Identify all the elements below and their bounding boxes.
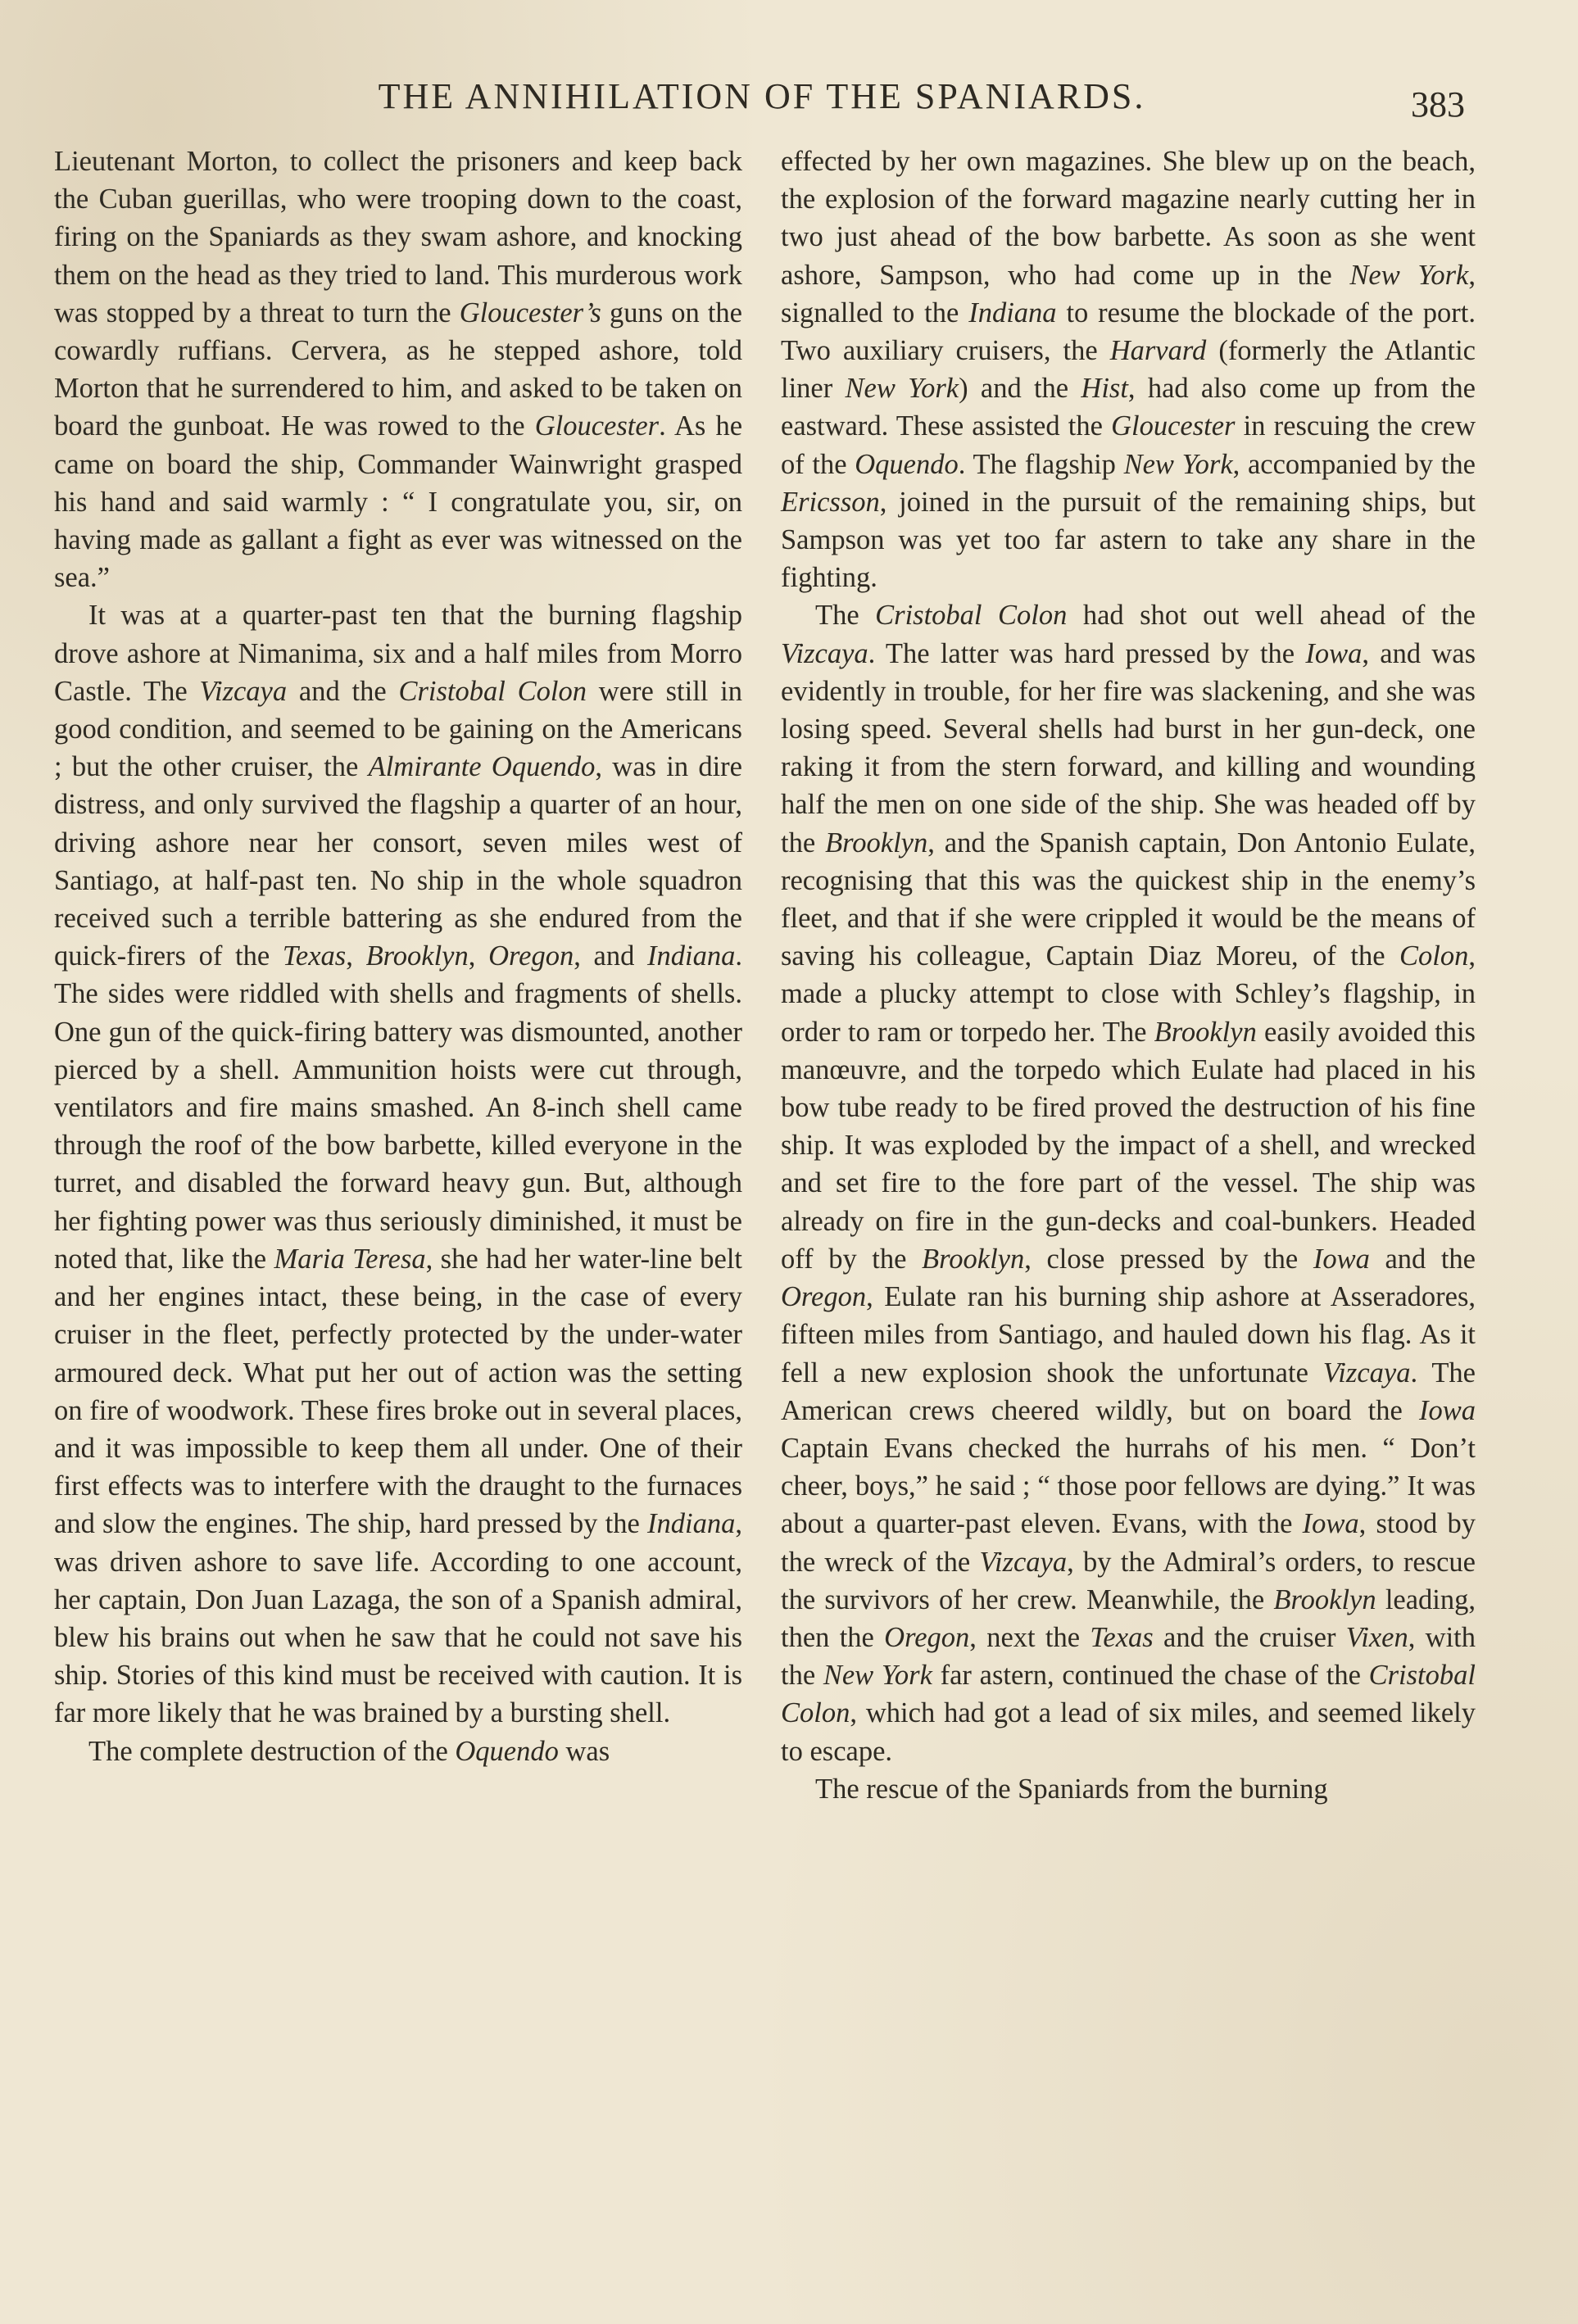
left-column xyxy=(54,143,742,1770)
text-run: guns on the cowardly ruffians. Cervera, as he stepped ashore, told Morton that he surrendered to him, and asked to be taken on board the gunboat. He was rowed to the xyxy=(54,297,742,442)
ship-name: Oregon xyxy=(488,940,574,972)
text-run: and the xyxy=(1369,1243,1476,1275)
text-run: , next the xyxy=(969,1621,1091,1653)
text-run: . The American crews cheered wildly, but on board the xyxy=(781,1357,1476,1426)
text-run: , and xyxy=(574,940,648,972)
text-run: had shot out well ahead of the xyxy=(1067,600,1476,632)
ship-name: Iowa xyxy=(1305,637,1363,669)
ship-name: Ericsson xyxy=(781,486,880,518)
text-run: The complete destruction of the xyxy=(88,1735,456,1767)
ship-name: Iowa xyxy=(1302,1508,1359,1540)
ship-name: New York xyxy=(823,1660,932,1692)
text-run: . The flagship xyxy=(958,448,1124,480)
text-run: . The latter was hard pressed by the xyxy=(868,637,1306,669)
text-run: , made a plucky attempt to close with Schley’s flagship, in order to ram or torpedo her. The xyxy=(781,940,1476,1048)
text-run: Lieutenant Morton, to collect the prisoners and keep back the Cuban guerillas, who were trooping down to the coast, firing on the Spaniards as they swam ashore, and knocking them on the head as they tried to land. This murderous work was stopped by a threat to turn the xyxy=(54,146,742,328)
ship-name: Brooklyn xyxy=(1273,1583,1376,1615)
ship-name: Brooklyn xyxy=(1154,1016,1257,1048)
ship-name: Cristobal Colon xyxy=(781,1660,1476,1729)
ship-name: Vizcaya xyxy=(1322,1357,1411,1389)
text-run: in rescuing the crew of the xyxy=(781,410,1476,480)
text-run: , had also come up from the eastward. These assisted the xyxy=(781,373,1476,442)
text-run: and the xyxy=(287,675,399,707)
ship-name: Cristobal Colon xyxy=(398,675,587,707)
text-run: ) and the xyxy=(959,373,1081,405)
right-column xyxy=(781,143,1476,1808)
text-run: effected by her own magazines. She blew up on the beach, the explosion of the forward magazine nearly cutting her in two just ahead of the bow barbette. As soon as she went ashore, Sampson, who had come up in the xyxy=(781,146,1476,291)
text-run: and the cruiser xyxy=(1153,1621,1346,1653)
ship-name: Cristobal Colon xyxy=(875,600,1068,632)
text-run: , and the Spanish captain, Don Antonio Eulate, recognising that this was the quickest ship in the enemy’s fleet, and that if she were crippled it would be the means of saving his colleague, Captain Diaz Moreu, of the xyxy=(781,827,1476,972)
text-run: , she had her water-line belt and her engines intact, these being, in the case of every cruiser in the fleet, perfectly protected by the under-water armoured deck. What put her out of action was the setting on fire of woodwork. These fires broke out in several places, and it was impossible to keep them all under. One of their first effects was to interfere with the draught to the furnaces and slow the engines. The ship, hard pressed by the xyxy=(54,1243,742,1540)
page-number: 383 xyxy=(1411,84,1465,125)
paragraph xyxy=(781,1770,1476,1808)
text-run: , stood by the wreck of the xyxy=(781,1508,1476,1578)
ship-name: Texas xyxy=(282,940,347,972)
text-run: to resume the blockade of the port. Two auxiliary cruisers, the xyxy=(781,297,1476,367)
text-run: . As he came on board the ship, Commander Wainwright grasped his hand and said warmly : “ I congratulate you, sir, on having made as gallant a fight as ever was witnessed on the sea.” xyxy=(54,410,743,594)
ship-name: Indiana xyxy=(968,297,1057,328)
text-run: Captain Evans checked the hurrahs of his men. “ Don’t cheer, boys,” he said ; “ those poor fellows are dying.” It was about a quarter-past eleven. Evans, with the xyxy=(781,1432,1476,1540)
ship-name: Brooklyn xyxy=(365,940,469,972)
ship-name: New York xyxy=(845,373,959,405)
ship-name: Brooklyn xyxy=(825,827,928,858)
text-run: , accompanied by the xyxy=(1232,448,1476,480)
ship-name: Hist xyxy=(1081,373,1128,405)
text-run: . The sides were riddled with shells and fragments of shells. One gun of the quick-firing battery was dismounted, another pierced by a shell. Ammunition hoists were cut through, ventilators and fire mains smashed. An 8-inch shell came through the roof of the bow barbette, killed everyone in the turret, and disabled the forward heavy gun. But, although her fighting power was thus seriously diminished, it must be noted that, like the xyxy=(54,940,742,1275)
ship-name: Iowa xyxy=(1419,1394,1476,1426)
ship-name: Colon xyxy=(1399,940,1469,972)
text-run: , signalled to the xyxy=(781,259,1476,328)
running-title: THE ANNIHILATION OF THE SPANIARDS. xyxy=(378,76,1146,116)
ship-name: Brooklyn xyxy=(922,1243,1025,1275)
text-run: , and was evidently in trouble, for her fire was slackening, and she was losing speed. Several shells had burst in her gun-deck, one raking it from the stern forward, and killing and wounding half the men on one side of the ship. She was headed off by the xyxy=(781,637,1476,858)
text-run: The xyxy=(815,600,876,632)
text-run: , which had got a lead of six miles, and seemed likely to escape. xyxy=(781,1697,1476,1767)
ship-name: Oquendo xyxy=(855,448,959,480)
text-run: , joined in the pursuit of the remaining ships, but Sampson was yet too far astern to take any share in the fighting. xyxy=(781,486,1476,594)
ship-name: Vizcaya xyxy=(781,637,868,669)
ship-name: Oregon xyxy=(781,1281,867,1313)
ship-name: Almirante Oquendo xyxy=(368,751,596,783)
text-run: , was in dire distress, and only survived the flagship a quarter of an hour, driving ashore near her consort, seven miles west of Santiago, at half-past ten. No ship in the whole squadron received such a terrible battering as she endured from the quick-firers of the xyxy=(54,751,742,972)
text-run: , close pressed by the xyxy=(1024,1243,1313,1275)
ship-name: Iowa xyxy=(1313,1243,1370,1275)
paragraph xyxy=(54,1733,742,1770)
ship-name: Oquendo xyxy=(455,1735,559,1767)
text-run: were still in good condition, and seemed to be gaining on the Americans ; but the other cruiser, the xyxy=(54,675,742,783)
text-run: (formerly the Atlantic liner xyxy=(781,335,1476,405)
paragraph xyxy=(781,143,1476,596)
text-run: , Eulate ran his burning ship ashore at Asseradores, fifteen miles from Santiago, and hauled down his flag. As it fell a new explosion shook the unfortunate xyxy=(781,1281,1476,1389)
ship-name: Vizcaya xyxy=(979,1546,1068,1578)
text-run: easily avoided this manœuvre, and the torpedo which Eulate had placed in his bow tube ready to be fired proved the destruction of his fine ship. It was exploded by the impact of a shell, and wrecked and set fire to the fore part of the vessel. The ship was already on fire in the gun-decks and coal-bunkers. Headed off by the xyxy=(781,1016,1476,1275)
ship-name: Oregon xyxy=(884,1621,970,1653)
paragraph xyxy=(54,596,742,1732)
ship-name: Vixen xyxy=(1345,1621,1408,1653)
text-run: , by the Admiral’s orders, to rescue the survivors of her crew. Meanwhile, the xyxy=(781,1546,1476,1615)
ship-name: New York xyxy=(1123,448,1233,480)
text-run: far astern, continued the chase of the xyxy=(932,1660,1369,1692)
ship-name: Vizcaya xyxy=(199,675,288,707)
ship-name: Gloucester xyxy=(534,410,660,442)
ship-name: Indiana xyxy=(647,1508,736,1540)
text-run: , xyxy=(468,940,489,972)
text-run: leading, then the xyxy=(781,1583,1476,1653)
paragraph xyxy=(54,143,742,596)
paragraph xyxy=(781,596,1476,1769)
ship-name: Harvard xyxy=(1109,335,1207,367)
ship-name: New York xyxy=(1349,259,1469,291)
ship-name: Gloucester xyxy=(1111,410,1236,442)
text-run: , was driven ashore to save life. According to one account, her captain, Don Juan Lazaga, the son of a Spanish admiral, blew his brains out when he saw that he could not save his ship. Stories of this kind must be received with caution. It is far more likely that he was brained by a bursting shell. xyxy=(54,1508,742,1729)
ship-name: Indiana xyxy=(647,940,736,972)
text-run: , with the xyxy=(781,1621,1476,1692)
ship-name: Gloucester’s xyxy=(459,297,601,328)
ship-name: Texas xyxy=(1090,1621,1154,1653)
text-run: was xyxy=(558,1735,610,1767)
text-run: The rescue of the Spaniards from the burning xyxy=(815,1773,1328,1805)
text-run: It was at a quarter-past ten that the burning flagship drove ashore at Nimanima, six and a half miles from Morro Castle. The xyxy=(54,600,742,707)
ship-name: Maria Teresa xyxy=(274,1243,426,1275)
text-run: , xyxy=(346,940,366,972)
